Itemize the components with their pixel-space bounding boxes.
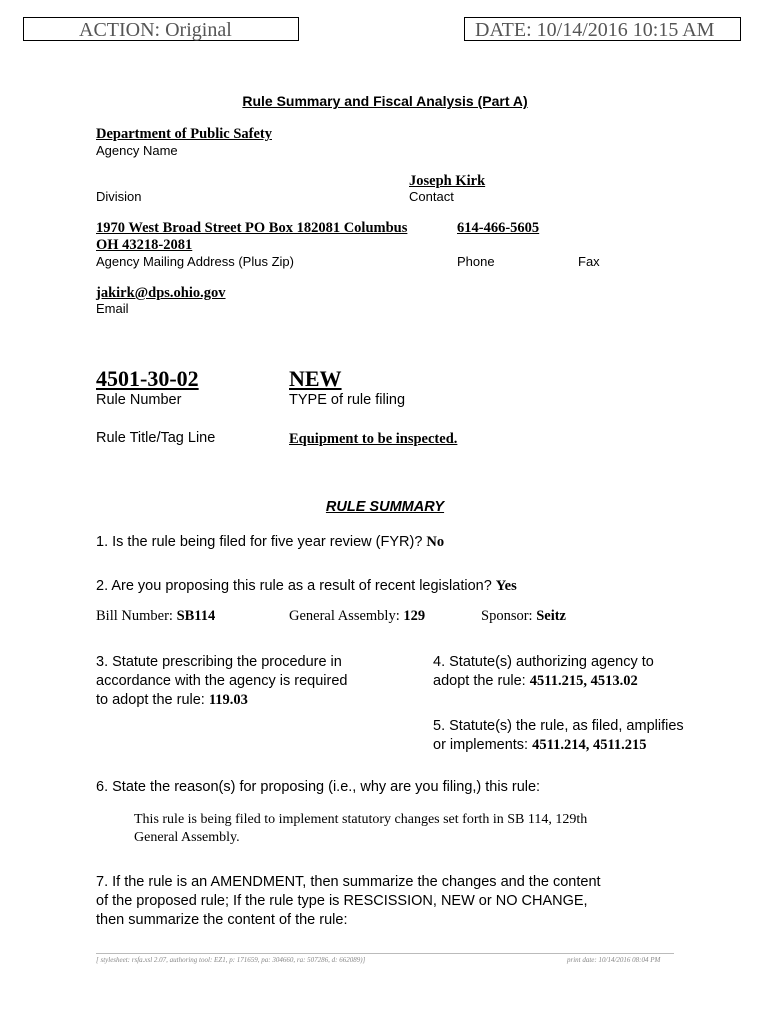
answer-1: No: [426, 534, 445, 550]
question-5-line2: or implements:: [433, 737, 529, 753]
date-text: DATE: 10/14/2016 10:15 AM: [475, 19, 715, 41]
address-label: Agency Mailing Address (Plus Zip): [96, 254, 294, 269]
question-6: 6. State the reason(s) for proposing (i.e., why are you filing,) this rule:: [96, 779, 541, 795]
footer-rule: [96, 953, 674, 954]
agency-name-label: Agency Name: [96, 143, 178, 158]
rule-title-label: Rule Title/Tag Line: [96, 430, 216, 446]
footer-left: [ stylesheet: rsfa.xsl 2.07, authoring tool: EZ1, p: 171659, pa: 304660, ra: 507286, d: 662089)]: [96, 956, 366, 964]
answer-6-line2: General Assembly.: [134, 830, 240, 845]
answer-6-line1: This rule is being filed to implement statutory changes set forth in SB 114, 129th: [134, 812, 588, 827]
question-7-line2: of the proposed rule; If the rule type is RESCISSION, NEW or NO CHANGE,: [96, 893, 588, 909]
mailing-address: [96, 220, 407, 254]
action-text: ACTION: Original: [79, 19, 232, 41]
division-label: Division: [96, 189, 142, 204]
agency-name: Department of Public Safety: [96, 126, 272, 142]
bill-info: [96, 608, 215, 625]
question-1-text: 1. Is the rule being filed for five year review (FYR)?: [96, 534, 423, 550]
answer-2: Yes: [495, 578, 517, 594]
question-7: [96, 873, 601, 930]
rule-number-label: Rule Number: [96, 392, 182, 408]
rule-number: 4501-30-02: [96, 366, 199, 391]
answer-3: 119.03: [208, 692, 248, 708]
assembly-number: 129: [403, 608, 426, 624]
rule-title: Equipment to be inspected.: [289, 431, 458, 447]
email-label: Email: [96, 301, 129, 316]
bill-label: Bill Number:: [96, 608, 173, 624]
sponsor-name: Seitz: [536, 608, 566, 624]
question-5-line1: 5. Statute(s) the rule, as filed, amplifies: [433, 718, 684, 734]
answer-5: 4511.214, 4511.215: [532, 737, 647, 753]
action-box: [23, 17, 299, 41]
footer-right: print date: 10/14/2016 08:04 PM: [567, 956, 661, 964]
contact-label: Contact: [409, 189, 454, 204]
question-4-line1: 4. Statute(s) authorizing agency to: [433, 654, 654, 670]
email-value: jakirk@dps.ohio.gov: [96, 285, 226, 301]
date-box: [464, 17, 741, 41]
answer-4: 4511.215, 4513.02: [529, 673, 638, 689]
contact-name: Joseph Kirk: [409, 173, 486, 189]
question-7-line3: then summarize the content of the rule:: [96, 912, 348, 928]
bill-number: SB114: [176, 608, 216, 624]
question-7-line1: 7. If the rule is an AMENDMENT, then summarize the changes and the content: [96, 874, 601, 890]
phone-label: Phone: [457, 254, 495, 269]
question-3-line2: accordance with the agency is required: [96, 673, 348, 689]
question-3-line1: 3. Statute prescribing the procedure in: [96, 654, 342, 670]
address-line2: OH 43218-2081: [96, 237, 193, 253]
question-1: [96, 533, 444, 552]
rule-type-label: TYPE of rule filing: [289, 392, 406, 408]
phone-value: 614-466-5605: [457, 220, 540, 236]
summary-heading: RULE SUMMARY: [325, 499, 445, 515]
assembly-label: General Assembly:: [289, 608, 400, 624]
question-3-line3: to adopt the rule:: [96, 692, 205, 708]
question-4-line2: adopt the rule:: [433, 673, 526, 689]
question-2-text: 2. Are you proposing this rule as a result of recent legislation?: [96, 578, 492, 594]
question-2: [96, 577, 517, 596]
question-5: [433, 717, 684, 755]
sponsor-label: Sponsor:: [481, 608, 533, 624]
question-4: [433, 653, 654, 691]
sponsor-info: [481, 608, 566, 625]
address-line1: 1970 West Broad Street PO Box 182081 Columbus: [96, 220, 408, 236]
fax-label: Fax: [578, 254, 600, 269]
answer-6: [134, 811, 587, 847]
rule-type: NEW: [289, 366, 342, 391]
page-title: Rule Summary and Fiscal Analysis (Part A): [242, 93, 528, 109]
question-3: [96, 653, 347, 710]
assembly-info: [289, 608, 425, 625]
